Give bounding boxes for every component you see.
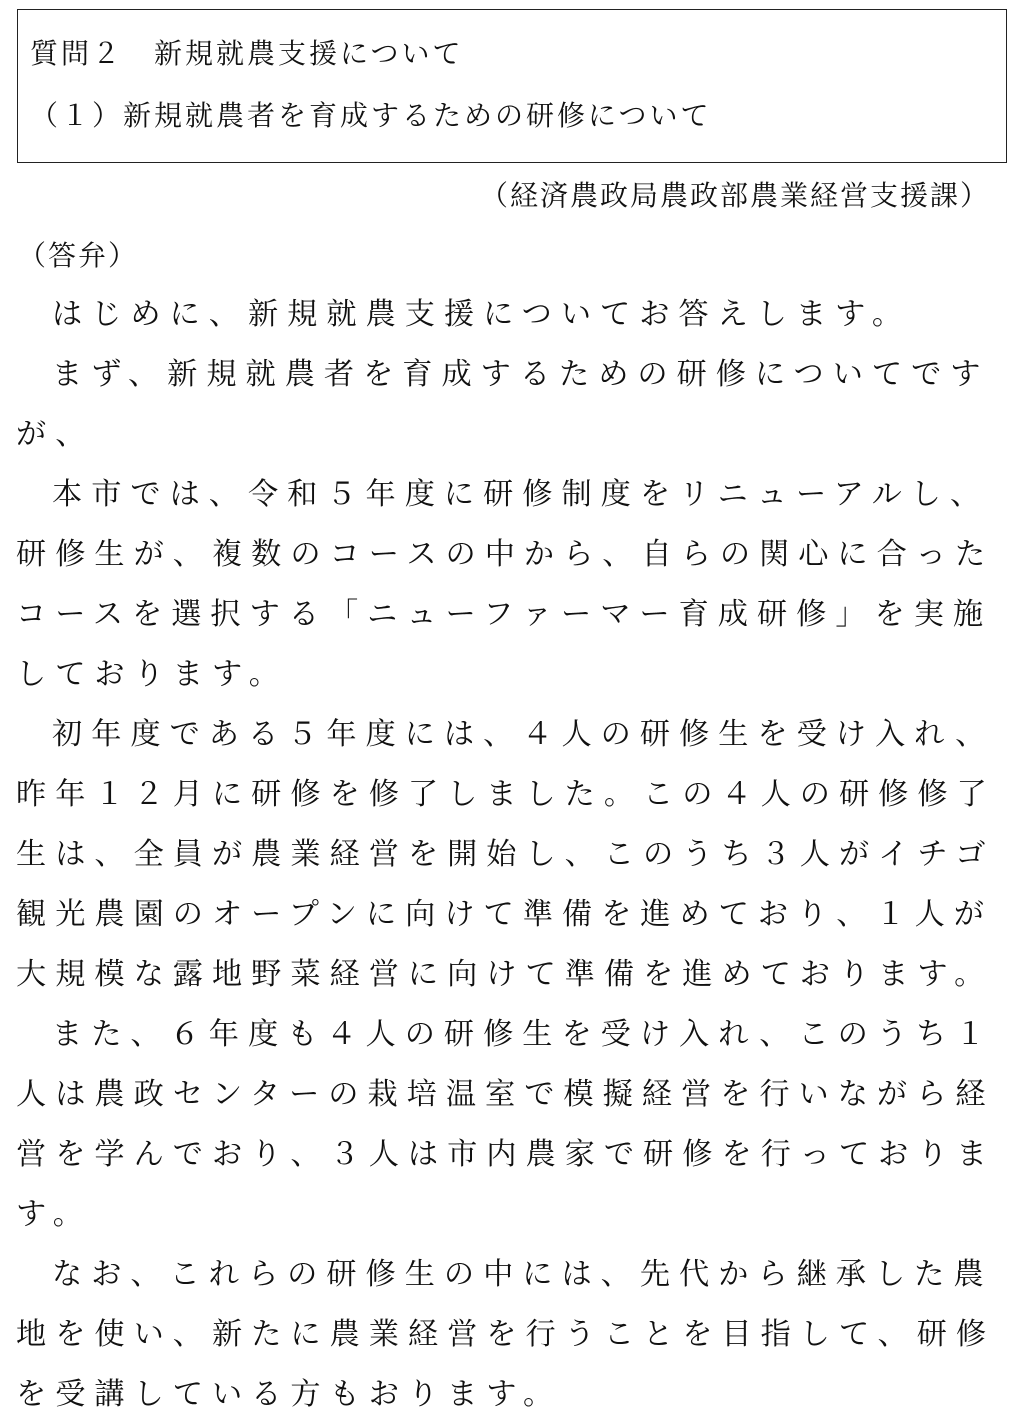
question-title: 質問２ 新規就農支援について xyxy=(30,37,464,70)
answer-label: （答弁） xyxy=(18,239,139,272)
question-box xyxy=(17,9,1007,163)
answer-paragraph-intro: はじめに、新規就農支援についてお答えします。 xyxy=(52,297,912,332)
answer-paragraph-current-year: また、６年度も４人の研修生を受け入れ、このうち１人は農政センターの栽培温室で模擬経営を行いながら経営を学んでおり、３人は市内農家で研修を行っております。 xyxy=(16,1017,996,1232)
department-label: （経済農政局農政部農業経営支援課） xyxy=(479,179,990,212)
answer-body xyxy=(16,285,1006,1425)
answer-paragraph-note: なお、これらの研修生の中には、先代から継承した農地を使い、新たに農業経営を行うことを目指して、研修を受講している方もおります。 xyxy=(16,1257,996,1412)
answer-paragraph-first-year: 初年度である５年度には、４人の研修生を受け入れ、昨年１２月に研修を修了しました。この４人の研修修了生は、全員が農業経営を開始し、このうち３人がイチゴ観光農園のオープンに向けて準備を進めており、１人が大規模な露地野菜経営に向けて準備を進めております。 xyxy=(16,717,996,992)
answer-paragraph-topic: まず、新規就農者を育成するための研修についてですが、 xyxy=(16,357,990,452)
answer-paragraph-program: 本市では、令和５年度に研修制度をリニューアルし、研修生が、複数のコースの中から、自らの関心に合ったコースを選択する「ニューファーマー育成研修」を実施しております。 xyxy=(16,477,995,692)
question-subtitle: （１）新規就農者を育成するための研修について xyxy=(30,99,712,132)
